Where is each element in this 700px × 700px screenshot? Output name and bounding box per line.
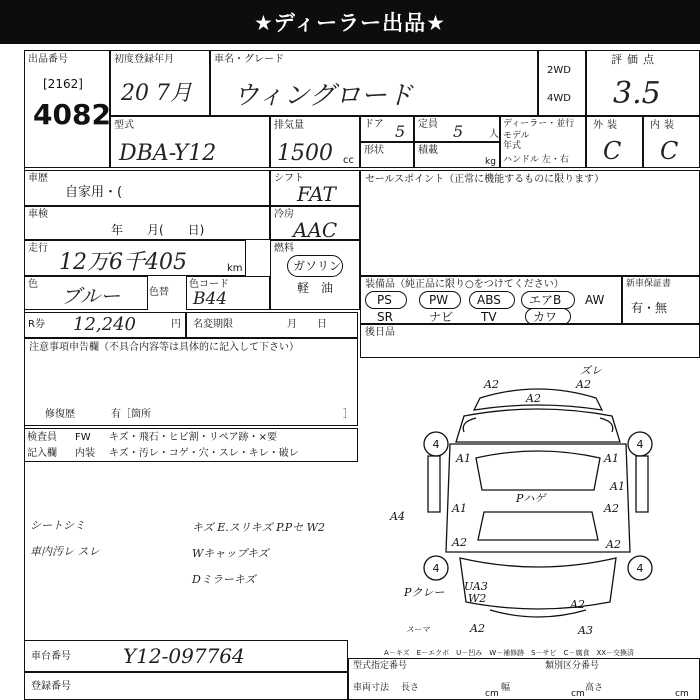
lot-label: 出品番号 xyxy=(28,54,68,65)
grade-box xyxy=(586,50,700,116)
chassis-box xyxy=(24,640,348,672)
shift-box xyxy=(270,170,360,206)
mark-rear-bumper: A3 xyxy=(578,624,593,637)
size-label: 車両寸法 xyxy=(353,683,390,693)
displacement-unit: cc xyxy=(343,155,354,166)
eq-tv: TV xyxy=(481,310,497,324)
width-unit: cm xyxy=(571,689,585,699)
mark-rear-panel: UA3 xyxy=(464,580,488,593)
registration-label: 登録番号 xyxy=(31,681,71,692)
after-items-label: 後日品 xyxy=(365,327,395,338)
rear-window-outline xyxy=(478,512,598,540)
tire-front-left-value: 4 xyxy=(432,438,440,451)
capacity-box xyxy=(414,116,500,142)
entry-label: 記入欄 xyxy=(27,448,57,459)
note-scratches: キズ E.スリキズ P.Pセ W2 xyxy=(192,521,325,534)
fuel-label: 燃料 xyxy=(274,243,294,254)
repair-close: ］ xyxy=(343,409,353,420)
drive-2wd: 2WD xyxy=(547,65,571,76)
sales-points-box xyxy=(360,170,700,276)
eq-pw: PW xyxy=(429,293,449,307)
eq-airbag: エアB xyxy=(529,293,562,307)
warranty-value: 有・無 xyxy=(631,301,668,315)
mark-rear-right: A2 xyxy=(570,598,585,611)
mark-front-right: A2 xyxy=(576,378,591,391)
name-change-box xyxy=(186,312,358,338)
mark-roof: Pハゲ xyxy=(516,492,546,505)
mark-rear-left: A2 xyxy=(470,622,485,635)
tire-rear-left-value: 4 xyxy=(432,562,440,575)
mark-rear-note: Pクレー xyxy=(404,586,445,599)
eq-leather: カワ xyxy=(533,310,558,324)
model-label: 型式 xyxy=(114,120,134,131)
interior-label: 内装 xyxy=(650,120,678,131)
fuel-box xyxy=(270,240,360,310)
interior-value: C xyxy=(660,137,679,165)
banner-title: ★ディーラー出品★ xyxy=(254,11,446,35)
model-value: DBA-Y12 xyxy=(119,141,217,166)
width-label: 幅 xyxy=(501,683,511,693)
load-unit: kg xyxy=(485,157,496,167)
lot-code: [2162] xyxy=(43,77,83,91)
first-reg-label: 初度登録年月 xyxy=(114,54,174,65)
shift-label: シフト xyxy=(274,173,304,184)
dealer-label: ディーラー・並行 xyxy=(503,119,575,129)
right-side-panel xyxy=(636,456,648,512)
door-box xyxy=(360,116,414,142)
tire-rear-right-value: 4 xyxy=(636,562,644,575)
drive-box xyxy=(538,50,586,116)
mark-right-quarter: A2 xyxy=(606,538,621,551)
first-reg-box xyxy=(110,50,210,116)
mark-left-side: A4 xyxy=(390,510,405,523)
mileage-box xyxy=(24,240,246,276)
shape-label: 形状 xyxy=(364,145,384,156)
note-cabin-dirt: 車内汚レ スレ xyxy=(30,545,100,558)
category-label: 類別区分番号 xyxy=(545,661,600,671)
shift-value: FAT xyxy=(297,182,336,206)
color-label: 色 xyxy=(28,279,38,290)
displacement-label: 排気量 xyxy=(274,120,304,131)
left-side-panel xyxy=(428,456,440,512)
car-name-value: ウィングロード xyxy=(233,81,413,111)
color-code-value: B44 xyxy=(193,289,228,309)
car-damage-diagram xyxy=(380,362,696,638)
equipment-title: 装備品（純正品に限り○をつけてください） xyxy=(365,279,564,290)
eq-navi: ナビ xyxy=(429,310,454,324)
fuel-gasoline: ガソリン xyxy=(293,259,342,273)
exterior-box xyxy=(586,116,643,168)
grade-label: 評価点 xyxy=(611,53,659,66)
mark-rear-w2: W2 xyxy=(468,592,487,605)
first-reg-value: 20 7月 xyxy=(121,81,192,106)
damage-legend: A－キズ E－エクボ U－凹み W－補修跡 S－サビ C－腐食 XX－交換済 xyxy=(384,649,635,657)
inspection-label: 車検 xyxy=(28,209,48,220)
windshield-outline xyxy=(476,451,600,490)
trim-label: 色替 xyxy=(149,287,169,298)
mark-left-front-door: A1 xyxy=(456,452,471,465)
shape-box xyxy=(360,142,414,168)
notes-box xyxy=(24,338,358,426)
note-seat-stain: シートシミ xyxy=(30,519,85,532)
chassis-label: 車台番号 xyxy=(31,651,71,662)
exterior-label: 外装 xyxy=(593,120,621,131)
warranty-label: 新車保証書 xyxy=(626,279,672,289)
height-label: 高さ xyxy=(585,683,604,693)
spec-box xyxy=(348,658,700,700)
chassis-value: Y12-097764 xyxy=(123,644,245,668)
recycle-label: R券 xyxy=(28,319,45,330)
after-items-box xyxy=(360,324,700,358)
door-label: ドア xyxy=(364,119,384,130)
eq-sr: SR xyxy=(377,310,393,324)
right-mirror xyxy=(600,418,613,432)
interior-box xyxy=(643,116,700,168)
color-box xyxy=(24,276,169,310)
handle-label: ハンドル 左・右 xyxy=(503,155,569,165)
lot-number: 4082 xyxy=(33,98,111,131)
fw-label: FW xyxy=(75,432,91,443)
equipment-box xyxy=(360,276,622,324)
mark-hood: A2 xyxy=(526,392,541,405)
note-mirror: Dミラーキズ xyxy=(192,573,256,586)
capacity-label: 定員 xyxy=(418,119,438,130)
mileage-label: 走行 xyxy=(28,243,48,254)
recycle-value: 12,240 xyxy=(73,314,136,335)
history-box xyxy=(24,170,270,206)
height-unit: cm xyxy=(675,689,689,699)
recycle-unit: 円 xyxy=(171,319,181,330)
header-banner xyxy=(0,0,700,44)
capacity-value: 5 xyxy=(453,122,464,141)
spec-label: 型式指定番号 xyxy=(353,661,408,671)
exterior-codes: キズ・飛石・ヒビ割・リペア跡・×要 xyxy=(109,432,277,443)
inspector-label: 検査員 xyxy=(27,432,57,443)
tire-front-right-value: 4 xyxy=(636,438,644,451)
inspection-box xyxy=(24,206,270,240)
mark-small-note: スーマ xyxy=(406,625,430,634)
door-value: 5 xyxy=(395,122,406,141)
exterior-value: C xyxy=(603,137,622,165)
load-box xyxy=(414,142,500,168)
note-wheel-cap: Wキャップキズ xyxy=(192,547,269,560)
inspection-value: 年 月( 日) xyxy=(111,223,205,237)
ac-box xyxy=(270,206,360,240)
model-year-label: モデル年式 xyxy=(503,131,530,151)
length-unit: cm xyxy=(485,689,499,699)
mark-right-mid: A1 xyxy=(610,480,625,493)
eq-aw: AW xyxy=(585,293,605,307)
dealer-box xyxy=(500,116,586,168)
history-label: 車歴 xyxy=(28,173,48,184)
notes-title: 注意事項申告欄（不具合内容等は具体的に記入して下さい） xyxy=(29,342,299,353)
mark-right-rear-door: A2 xyxy=(604,502,619,515)
model-box xyxy=(110,116,270,168)
repair-value: 有［箇所 xyxy=(111,409,151,420)
mileage-unit: km xyxy=(227,263,243,274)
color-value: ブルー xyxy=(61,284,121,308)
hood-outline xyxy=(456,409,620,442)
eq-ps: PS xyxy=(377,293,392,307)
sales-points-title: セールスポイント（正常に機能するものに限ります） xyxy=(365,174,605,185)
recycle-box xyxy=(24,312,186,338)
interior-codes: キズ・汚レ・コゲ・穴・スレ・キレ・破レ xyxy=(109,448,299,459)
mark-front-left: A2 xyxy=(484,378,499,391)
name-change-value: 月 日 xyxy=(287,319,327,330)
left-mirror xyxy=(463,418,476,432)
name-change-label: 名変期限 xyxy=(193,319,233,330)
color-code-label: 色コード xyxy=(189,279,229,290)
capacity-unit: 人 xyxy=(489,129,499,140)
ac-value: AAC xyxy=(293,218,338,242)
grade-value: 3.5 xyxy=(613,76,661,111)
lot-box xyxy=(24,50,110,168)
displacement-value: 1500 xyxy=(277,141,333,166)
load-label: 積載 xyxy=(418,145,438,156)
ac-label: 冷房 xyxy=(274,209,294,220)
rear-bumper-outline xyxy=(490,610,586,617)
eq-abs: ABS xyxy=(477,293,501,307)
interior-code-label: 内装 xyxy=(75,448,95,459)
inspector-box xyxy=(24,428,358,462)
registration-box xyxy=(24,672,348,700)
mark-left-rear-door: A1 xyxy=(452,502,467,515)
history-value: 自家用・( xyxy=(65,185,123,200)
color-code-box xyxy=(186,276,270,310)
car-name-box xyxy=(210,50,538,116)
mark-shift: ズレ xyxy=(580,364,602,377)
repair-label: 修復歴 xyxy=(45,409,75,420)
length-label: 長さ xyxy=(401,683,420,693)
mark-right-front-door: A1 xyxy=(604,452,619,465)
fuel-diesel: 軽 油 xyxy=(297,281,334,295)
drive-4wd: 4WD xyxy=(547,93,571,104)
car-name-label: 車名・グレード xyxy=(214,54,284,65)
displacement-box xyxy=(270,116,360,168)
mark-left-quarter: A2 xyxy=(452,536,467,549)
warranty-box xyxy=(622,276,700,324)
mileage-value: 12万6千405 xyxy=(59,250,187,275)
